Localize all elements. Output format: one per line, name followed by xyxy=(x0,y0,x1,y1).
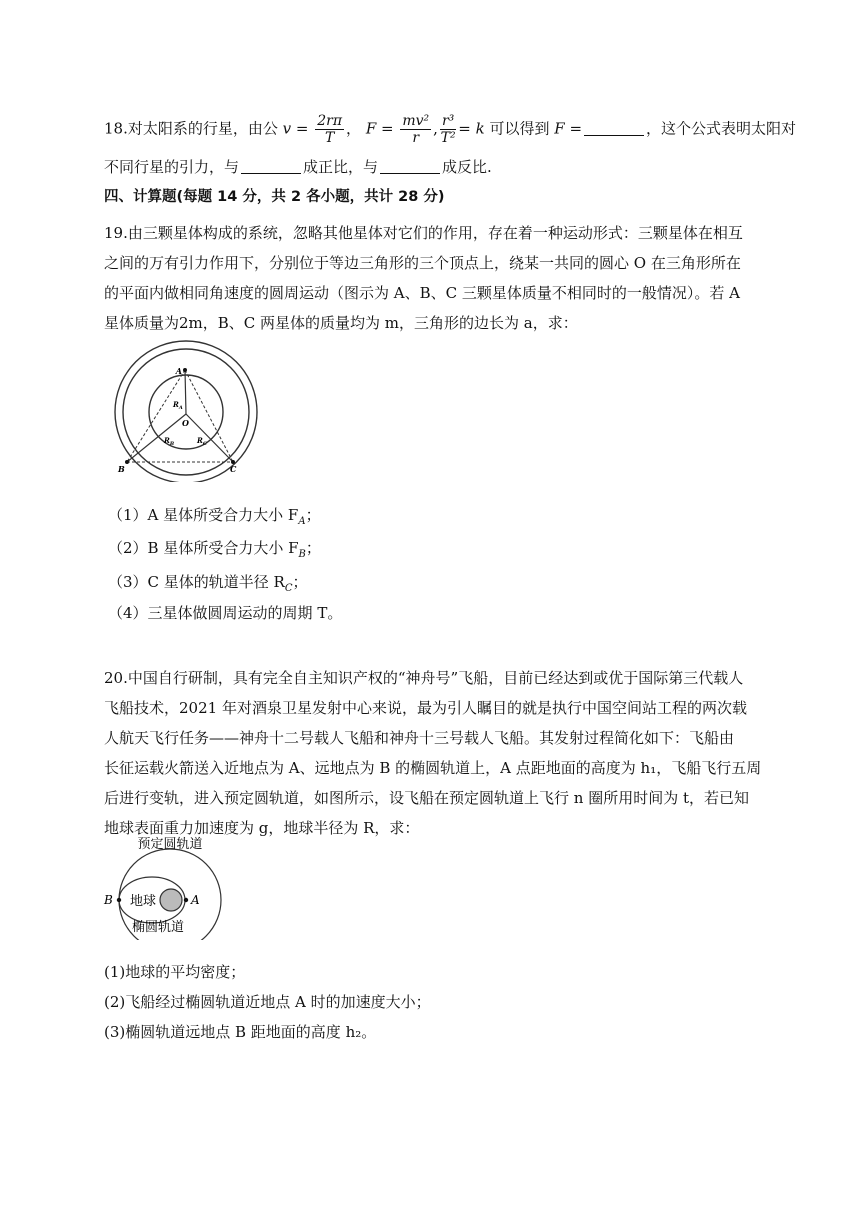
q20-line-1: 20.中国自行研制，具有完全自主知识产权的“神舟号”飞船，目前已经达到或优于国际第三代载人 xyxy=(104,669,744,687)
q18-line-1: 18.对太阳系的行星，由公 v = $\frac{2r\pi}{T}$ ， F = $\frac{\text{mv²}}{r}$ , $\frac{\text{r³}}{\text{T²}}$ = k 可以得到 F = ，这个公式表明太阳对 xyxy=(104,113,797,146)
q19-line-2: 之间的万有引力作用下，分别位于等边三角形的三个顶点上，绕某一共同的圆心 O 在三角形所在 xyxy=(104,254,741,272)
q19-sub-4: （4）三星体做圆周运动的周期 T。 xyxy=(108,604,343,622)
q18-frac-k: $\frac{\text{r³}}{\text{T²}}$ xyxy=(440,113,456,146)
point-a xyxy=(184,898,188,902)
q19-line-3: 的平面内做相同角速度的圆周运动（图示为 A、B、C 三颗星体质量不相同时的一般情况）。若 A xyxy=(104,284,740,302)
star-b xyxy=(125,460,129,464)
q19-sub-3: （3）C 星体的轨道半径 $R_C$； xyxy=(108,573,308,594)
q19-sub-1: （1）A 星体所受合力大小 $F_A$； xyxy=(108,506,321,527)
q18-answer-blank-2[interactable] xyxy=(241,159,301,174)
q18-answer-blank-3[interactable] xyxy=(380,159,440,174)
q18-f-eq: F = xyxy=(365,119,394,138)
q20-line-6: 地球表面重力加速度为 g，地球半径为 R，求： xyxy=(104,819,420,837)
label-c: C xyxy=(230,464,237,474)
q20-line-2: 飞船技术，2021 年对酒泉卫星发射中心来说，最为引人瞩目的就是执行中国空间站工程的两次载 xyxy=(104,699,747,717)
label-b: B xyxy=(118,464,125,474)
q20-sub-2: (2)飞船经过椭圆轨道近地点 A 时的加速度大小； xyxy=(104,993,431,1011)
label-rc: $R_C$ xyxy=(197,436,207,447)
q19-sub-2: （2）B 星体所受合力大小 $F_B$； xyxy=(108,539,321,560)
q19-line-1: 19.由三颗星体构成的系统，忽略其他星体对它们的作用，存在着一种运动形式：三颗星体在相互 xyxy=(104,224,743,242)
q19-line-4: 星体质量为2m，B、C 两星体的质量均为 m，三角形的边长为 a，求： xyxy=(104,314,578,332)
earth xyxy=(160,889,182,911)
ellipse-label: 椭圆轨道 xyxy=(131,920,185,935)
circle-orbit-label: 预定圆轨道 xyxy=(137,837,203,852)
label-a: A xyxy=(191,893,200,907)
point-b xyxy=(117,898,121,902)
q20-sub-1: (1)地球的平均密度； xyxy=(104,963,246,981)
q18-v-eq: v = xyxy=(282,119,309,138)
earth-label: 地球 xyxy=(130,894,157,909)
q18-frac-v: $\frac{2r\pi}{T}$ xyxy=(317,113,343,146)
label-a: A xyxy=(175,366,182,376)
three-star-diagram xyxy=(106,322,268,482)
q20-sub-3: (3)椭圆轨道远地点 B 距地面的高度 h₂。 xyxy=(104,1023,377,1041)
q18-frac-f: $\frac{\text{mv²}}{r}$ xyxy=(402,113,430,146)
label-rb: $R_B$ xyxy=(164,436,175,447)
star-a xyxy=(183,368,187,372)
label-ra: $R_A$ xyxy=(173,400,183,411)
orbit-diagram xyxy=(100,830,230,940)
section-heading: 四、计算题(每题 14 分，共 2 各小题，共计 28 分) xyxy=(104,189,445,205)
q20-line-5: 后进行变轨，进入预定圆轨道，如图所示，设飞船在预定圆轨道上飞行 n 圈所用时间为 t，若已知 xyxy=(104,789,749,807)
q20-line-3: 人航天飞行任务——神舟十二号载人飞船和神舟十三号载人飞船。其发射过程简化如下：飞船由 xyxy=(104,729,735,747)
q18-lead: 18.对太阳系的行星，由公 xyxy=(104,119,278,138)
q18-line-2: 不同行星的引力，与 成正比，与 成反比. xyxy=(104,158,492,176)
label-o: O xyxy=(182,418,189,428)
q18-answer-blank-1[interactable] xyxy=(584,121,644,136)
label-b: B xyxy=(104,893,113,907)
q20-line-4: 长征运载火箭送入近地点为 A、远地点为 B 的椭圆轨道上，A 点距地面的高度为 h₁，飞船飞行五周 xyxy=(104,759,762,777)
